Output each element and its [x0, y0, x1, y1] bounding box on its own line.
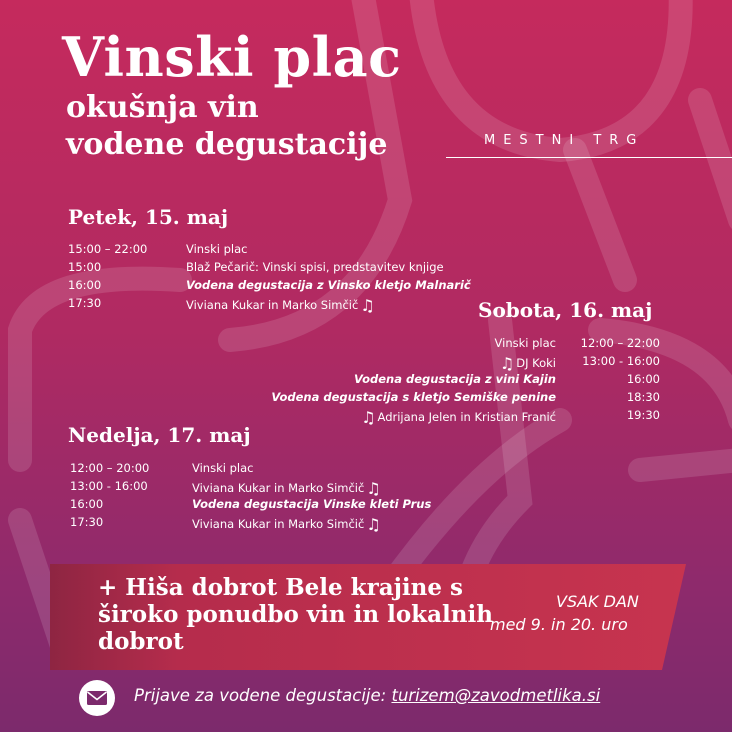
schedule-time: 15:00 [68, 260, 102, 274]
schedule-desc: Viviana Kukar in Marko Simčič [192, 481, 365, 495]
footer-label: Prijave za vodene degustacije: [134, 686, 392, 705]
music-note-icon: ♫ [366, 515, 381, 534]
poster-subtitle-1: okušnja vin [66, 90, 259, 125]
schedule-time: 12:00 – 20:00 [70, 461, 150, 475]
schedule-desc: Viviana Kukar in Marko Simčič [192, 517, 365, 531]
email-link[interactable]: turizem@zavodmetlika.si [391, 686, 601, 705]
schedule-time: 16:00 [70, 497, 104, 511]
day-title-saturday: Sobota, 16. maj [478, 298, 653, 322]
schedule-desc: Vinski plac [192, 461, 254, 475]
schedule-time: 17:30 [70, 515, 104, 529]
day-title-sunday: Nedelja, 17. maj [68, 423, 251, 447]
music-note-icon: ♫ [499, 354, 515, 373]
daily-hours: med 9. in 20. uro [490, 615, 628, 634]
schedule-time: 13:00 - 16:00 [582, 354, 660, 368]
schedule-desc: Vinski plac [494, 336, 556, 350]
schedule-desc: DJ Koki [516, 356, 556, 370]
schedule-desc: Vodena degustacija Vinske kleti Prus [192, 497, 432, 511]
schedule-desc: Vodena degustacija z Vinsko kletjo Malnarič [186, 278, 471, 292]
music-note-icon: ♫ [360, 296, 375, 315]
music-note-icon: ♫ [361, 408, 376, 427]
footer-text [134, 688, 600, 705]
schedule-time: 12:00 – 22:00 [580, 336, 660, 350]
schedule-row [240, 338, 660, 352]
daily-label: VSAK DAN [556, 592, 639, 611]
schedule-desc: Adrijana Jelen in Kristian Franić [377, 410, 556, 424]
schedule-row [240, 408, 660, 427]
schedule-desc: Vinski plac [186, 242, 248, 256]
schedule-row [240, 354, 660, 373]
schedule-row [240, 392, 660, 406]
venue-divider [446, 157, 732, 158]
schedule-time: 16:00 [68, 278, 102, 292]
day-title-friday: Petek, 15. maj [68, 205, 229, 229]
poster-title: Vinski plac [62, 25, 402, 89]
schedule-time: 17:30 [68, 296, 102, 310]
schedule-time: 18:30 [626, 390, 660, 404]
schedule-time: 15:00 – 22:00 [68, 242, 148, 256]
banner-text: + Hiša dobrot Bele krajine s široko ponudbo vin in lokalnih dobrot [98, 574, 493, 655]
schedule-desc: Viviana Kukar in Marko Simčič [186, 298, 359, 312]
envelope-icon [79, 680, 115, 716]
poster-subtitle-2: vodene degustacije [66, 127, 388, 162]
schedule-desc: Vodena degustacija s kletjo Semiške penine [271, 390, 556, 404]
schedule-row [240, 374, 660, 388]
music-note-icon: ♫ [366, 479, 381, 498]
schedule-desc: Blaž Pečarič: Vinski spisi, predstavitev knjige [186, 260, 444, 274]
schedule-time: 13:00 - 16:00 [70, 479, 148, 493]
schedule-desc: Vodena degustacija z vini Kajin [354, 372, 556, 386]
venue-label: MESTNI TRG [484, 133, 645, 148]
schedule-time: 16:00 [626, 372, 660, 386]
schedule-time: 19:30 [626, 408, 660, 422]
